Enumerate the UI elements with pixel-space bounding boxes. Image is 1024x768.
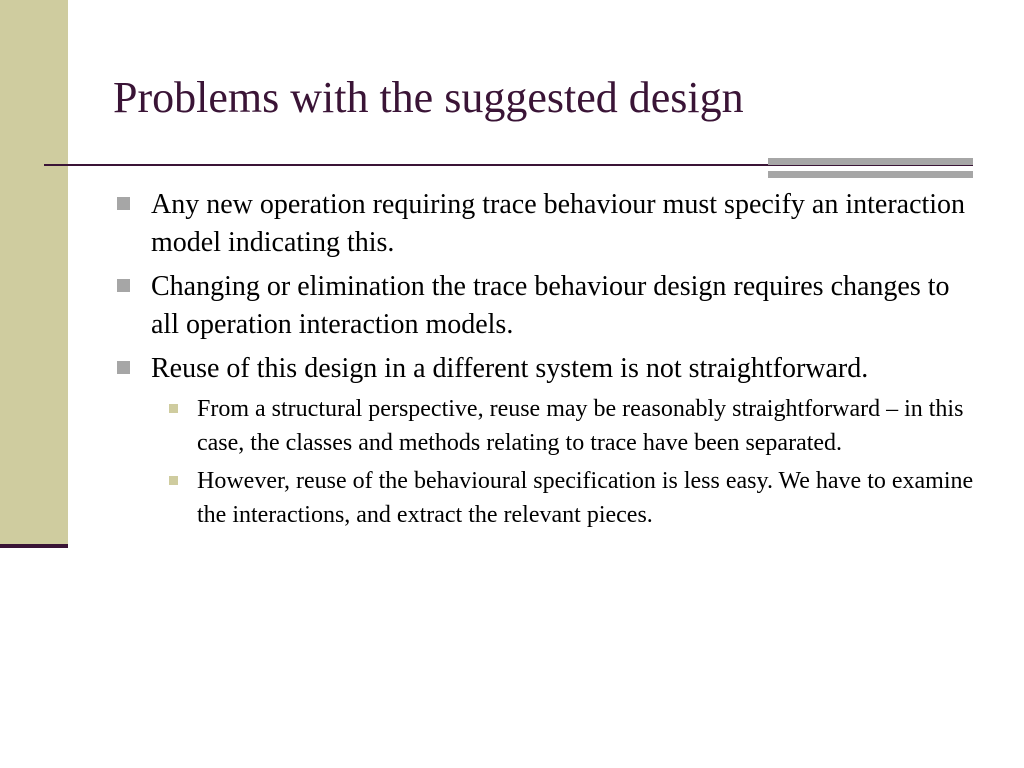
bullet-item xyxy=(113,186,983,262)
square-bullet-icon xyxy=(117,197,130,210)
accent-bar-bottom xyxy=(768,171,973,178)
sub-bullet-list xyxy=(151,392,983,532)
accent-bar-top xyxy=(768,158,973,165)
slide-title: Problems with the suggested design xyxy=(113,73,744,122)
bullet-item xyxy=(113,350,983,532)
small-square-bullet-icon xyxy=(169,476,178,485)
square-bullet-icon xyxy=(117,361,130,374)
square-bullet-icon xyxy=(117,279,130,292)
sub-bullet-text: However, reuse of the behavioural specification is less easy. We have to examine the interactions, and extract the relevant pieces. xyxy=(197,468,974,528)
small-square-bullet-icon xyxy=(169,404,178,413)
sub-bullet-item xyxy=(151,392,983,460)
bullet-text: Changing or elimination the trace behaviour design requires changes to all operation interaction models. xyxy=(151,271,950,340)
left-band-underline xyxy=(0,544,68,548)
bullet-text: Any new operation requiring trace behaviour must specify an interaction model indicating this. xyxy=(151,189,966,258)
sub-bullet-text: From a structural perspective, reuse may be reasonably straightforward – in this case, the classes and methods relating to trace have been separated. xyxy=(197,396,964,456)
bullet-text: Reuse of this design in a different system is not straightforward. xyxy=(151,353,869,384)
sub-bullet-item xyxy=(151,464,983,532)
left-decorative-band xyxy=(0,0,68,546)
bullet-list xyxy=(113,186,983,538)
bullet-item xyxy=(113,268,983,344)
